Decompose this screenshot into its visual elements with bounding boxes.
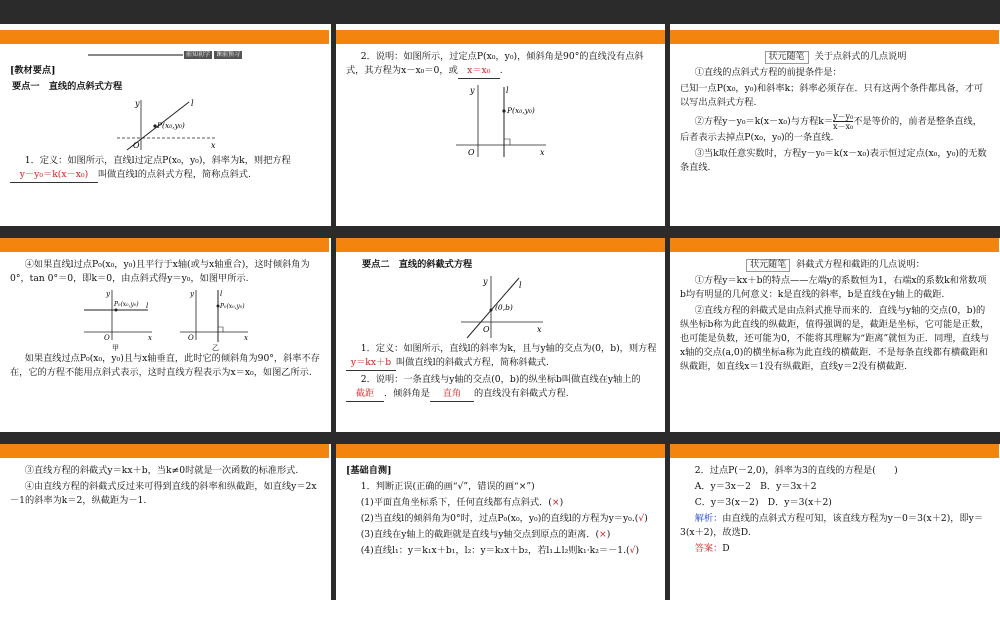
note-item: 已知一点P(x₀，y₀)和斜率k；斜率必须存在．只有这两个条件都具备，才可以写出点斜式方程. (680, 83, 984, 108)
note-heading: 状元随笔 斜截式方程和截距的几点说明： (680, 258, 991, 272)
explanation-text: 2．说明：一条直线与y轴的交点(0，b)的纵坐标b叫做直线在y轴上的截距 ．倾斜角是 直角 的直线没有斜截式方程. (346, 373, 657, 402)
slide-5 (336, 238, 665, 432)
section-title: [教材要点] (10, 65, 56, 76)
section-strip (10, 50, 321, 60)
paragraph: ③直线方程的斜截式y＝kx＋b，当k≠0时就是一次函数的标准形式. (24, 465, 299, 476)
note-item: ②直线方程的斜截式是由点斜式推导而来的．直线与y轴的交点(0，b)的纵坐标b称为此直线的纵截距，值得强调的是，截距是坐标，它可能是正数，也可能是负数，还可能为0，不能将其理解为“距离”就恒为正．同理，直线与x轴的交点(a,0)的横坐标a称为此直线的横截距．不是每条直线都有横截距和纵截距，如直线x＝1没有纵截距，直线y＝2没有横截距. (680, 305, 990, 372)
axis-label-y: y (469, 86, 475, 95)
slide-2 (336, 30, 665, 224)
axis-label-y: y (189, 290, 194, 298)
point-heading: 要点一 直线的点斜式方程 (12, 81, 123, 92)
figure-caption: 甲 (111, 344, 119, 352)
slope-intercept-figure (457, 274, 547, 340)
line-label: l (518, 281, 522, 290)
axis-label-x: x (210, 141, 216, 150)
option-d: D．y＝3(x＋2) (767, 497, 832, 508)
paragraph: ④由直线方程的斜截式反过来可得到直线的斜率和纵截距，如直线y＝2x－1的斜率为k＝2，纵截距为－1. (10, 481, 317, 506)
axis-label-x: x (536, 325, 542, 334)
note-heading: 状元随笔 关于点斜式的几点说明 (680, 50, 991, 64)
question-item: (1)平面直角坐标系下，任何直线都有点斜式．(×) (360, 497, 564, 508)
slide-3 (670, 30, 999, 224)
answer-label: 答案： (694, 543, 723, 554)
horizontal-line-figure (82, 288, 154, 352)
point-label: P(x₀,y₀) (156, 121, 185, 130)
note-tag: 状元随笔 (746, 259, 790, 272)
option-b: B．y＝3x＋2 (760, 481, 817, 492)
options-row (680, 496, 991, 510)
axis-label-x: x (147, 334, 152, 342)
row-separator (0, 226, 1000, 238)
line-label: l (190, 99, 194, 108)
slide-9 (670, 444, 999, 638)
point-label: P₀(x₀,y₀) (113, 301, 139, 308)
note-tag: 状元随笔 (765, 51, 809, 64)
top-bar (0, 0, 1000, 24)
answer-mark: × (599, 529, 607, 540)
option-a: A．y＝3x－2 (694, 481, 751, 492)
question-item: (3)直线在y轴上的截距就是直线与y轴交点到原点的距离．(×) (360, 529, 611, 540)
note-item: ②方程y－y₀＝k(x－x₀)与方程k＝ $\frac{\text{y－y₀}}{\text{x－x₀}}$ 不是等价的，前者是整条直线，后者表示去掉点P(x₀，y₀)的一条直线. (680, 112, 982, 143)
slide-header-bar (336, 30, 665, 44)
axis-label-y: y (134, 99, 140, 108)
note-item: ①方程y＝kx＋b的特点——左端y的系数恒为1，右端x的系数k和常数项b均有明显的几何意义：k是直线的斜率，b是直线在y轴上的截距. (680, 275, 987, 300)
paragraph: ④如果直线l过点P₀(x₀，y₀)且平行于x轴(或与x轴重合)，这时倾斜角为0°，tan 0°＝0，即k＝0，由点斜式得y＝y₀，如图甲所示. (10, 259, 310, 284)
axis-label-y: y (482, 277, 488, 286)
origin-label: O (467, 148, 475, 157)
point-slope-figure (111, 96, 221, 152)
paragraph: 如果直线过点P₀(x₀，y₀)且与x轴垂直，此时它的倾斜角为90°，斜率不存在，它的方程不能用点斜式表示，这时直线方程表示为x＝x₀，如图乙所示. (10, 353, 320, 378)
question: 2．过点P(－2,0)，斜率为3的直线的方程是( ) (694, 465, 898, 476)
line-label: l (219, 290, 222, 298)
definition-text: 1．定义：如图所示，直线l过定点P(x₀，y₀)，斜率为k，则把方程y－y₀＝k(x－x₀) 叫做直线l的点斜式方程，简称点斜式. (10, 154, 321, 183)
answer: 答案：D (694, 543, 730, 554)
axis-label-x: x (243, 334, 248, 342)
slide-header-bar (670, 30, 999, 44)
slide-1 (0, 30, 329, 224)
answer-blank: 截距 (346, 387, 384, 402)
point-heading: 要点二 直线的斜截式方程 (362, 259, 473, 270)
slide-header-bar (336, 444, 665, 458)
point-label: P₀(x₀,y₀) (219, 303, 245, 310)
question: 1．判断正误(正确的画“√”，错误的画“×”) (360, 481, 535, 492)
slide-header-bar (0, 238, 329, 252)
answer-mark: √ (629, 545, 636, 556)
fraction: $\frac{\text{y－y₀}}{\text{x－x₀}}$ (833, 112, 854, 131)
analysis-label: 解析： (694, 513, 723, 524)
slide-header-bar (670, 238, 999, 252)
options-row (680, 480, 991, 494)
slide-7 (0, 444, 329, 638)
row-separator (0, 432, 1000, 444)
line-label: l (145, 302, 148, 310)
slide-header-bar (336, 238, 665, 252)
explanation-text: 2．说明：如图所示，过定点P(x₀，y₀)，倾斜角是90°的直线没有点斜式，其方程为x－x₀＝0，或 x＝x₀ . (346, 50, 657, 79)
origin-label: O (103, 334, 110, 342)
slide-6 (670, 238, 999, 432)
section-title: [基础自测] (346, 465, 392, 476)
strip-label: 课前预习 (216, 51, 241, 58)
question-item: (4)直线l₁：y＝k₁x＋b₁，l₂：y＝k₂x＋b₂，若l₁⊥l₂则k₁·k₂＝－1.(√) (360, 545, 640, 556)
note-item: ①直线的点斜式方程的前提条件是： (694, 67, 842, 78)
answer-blank: y＝kx＋b (346, 356, 396, 371)
answer-mark: √ (638, 513, 645, 524)
origin-label: O (132, 141, 140, 150)
answer-blank: 直角 (430, 387, 474, 402)
line-label: l (505, 86, 509, 95)
origin-label: O (482, 325, 490, 334)
answer-blank: x＝x₀ (458, 64, 500, 79)
point-label: P(x₀,y₀) (506, 106, 535, 115)
vertical-line-figure (452, 81, 552, 159)
slide-header-bar (0, 444, 329, 458)
axis-label-y: y (105, 290, 110, 298)
answer-blank: y－y₀＝k(x－x₀) (10, 168, 98, 183)
intercept-label: (0,b) (494, 303, 513, 312)
slide-4 (0, 238, 329, 432)
figure-pair (10, 288, 321, 352)
answer-mark: × (551, 497, 560, 508)
figure-caption: 乙 (211, 344, 219, 352)
axis-label-x: x (539, 148, 545, 157)
slide-8 (336, 444, 665, 638)
option-c: C．y＝3(x－2) (694, 497, 759, 508)
slide-header-bar (0, 30, 329, 44)
origin-label: O (187, 334, 194, 342)
strip-label: 前知初学 (185, 51, 210, 58)
note-item: ③当k取任意实数时，方程y－y₀＝k(x－x₀)表示恒过定点(x₀，y₀)的无数条直线. (680, 148, 987, 173)
vertical-line-figure (178, 288, 250, 352)
analysis: 解析：由直线的点斜式方程可知，该直线方程为y－0＝3(x＋2)，即y＝3(x＋2)，故选D. (680, 513, 984, 538)
definition-text: 1．定义：如图所示，直线l的斜率为k，且与y轴的交点为(0，b)，则方程y＝kx＋b 叫做直线l的斜截式方程，简称斜截式. (346, 342, 657, 371)
slide-header-bar (670, 444, 999, 458)
question-item: (2)当直线l的倾斜角为0°时，过点P₀(x₀，y₀)的直线l的方程为y＝y₀.(√) (360, 513, 648, 524)
